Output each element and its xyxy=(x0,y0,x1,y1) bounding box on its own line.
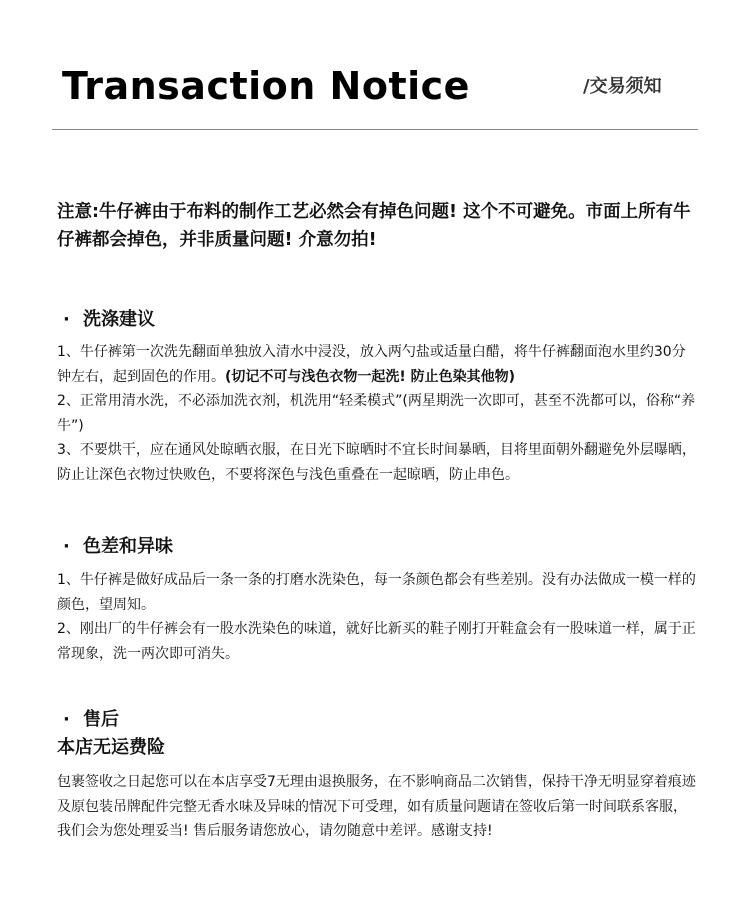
paragraph-text: 2、正常用清水洗，不必添加洗衣剂，机洗用“轻柔模式”(两星期洗一次即可，甚至不洗都可以，俗称“养牛”) xyxy=(57,393,696,434)
section-heading-label: 色差和异味 xyxy=(83,536,173,557)
bullet-dot: · xyxy=(63,309,70,330)
washing-advice-text xyxy=(57,340,699,487)
fading-notice: 注意:牛仔裤由于布料的制作工艺必然会有掉色问题! 这个不可避免。市面上所有牛仔裤都会掉色，并非质量问题! 介意勿拍! xyxy=(57,202,691,250)
paragraph xyxy=(57,617,699,666)
section-heading-label: 洗涤建议 xyxy=(83,309,155,330)
after-sales-text xyxy=(57,770,699,844)
paragraph-text: 1、牛仔裤是做好成品后一条一条的打磨水洗染色，每一条颜色都会有些差别。没有办法做成一模一样的颜色，望周知。 xyxy=(57,572,696,613)
paragraph-text: 2、刚出厂的牛仔裤会有一股水洗染色的味道，就好比新买的鞋子刚打开鞋盒会有一股味道一样，属于正常现象，洗一两次即可消失。 xyxy=(57,621,696,662)
paragraph xyxy=(57,568,699,617)
paragraph xyxy=(57,389,699,438)
paragraph-emphasis: (切记不可与浅色衣物一起洗! 防止色染其他物) xyxy=(225,368,516,385)
bullet-dot: · xyxy=(63,709,70,730)
paragraph-text: 1、牛仔裤第一次洗先翻面单独放入清水中浸没，放入两勺盐或适量白醋，将牛仔裤翻面泡水里约30分钟左右，起到固色的作用。 xyxy=(57,344,686,385)
paragraph xyxy=(57,438,699,487)
section-heading-label: 售后 xyxy=(83,709,119,730)
paragraph-text: 3、不要烘干，应在通风处晾晒衣服，在日光下晾晒时不宜长时间暴晒，目将里面朝外翻避免外层曝晒，防止让深色衣物过快败色，不要将深色与浅色重叠在一起晾晒，防止串色。 xyxy=(57,442,696,483)
bullet-dot: · xyxy=(63,536,70,557)
header-divider xyxy=(52,129,698,130)
section-heading-color-odor xyxy=(63,534,173,560)
no-shipping-insurance-heading: 本店无运费险 xyxy=(57,737,165,758)
page-subtitle: /交易须知 xyxy=(583,76,662,97)
paragraph xyxy=(57,340,699,389)
paragraph xyxy=(57,770,699,844)
color-odor-text xyxy=(57,568,699,666)
section-heading-washing xyxy=(63,307,155,333)
page-title: Transaction Notice xyxy=(62,64,470,108)
section-heading-after-sales xyxy=(63,707,119,733)
paragraph-text: 包裹签收之日起您可以在本店享受7无理由退换服务，在不影响商品二次销售，保持干净无明显穿着痕迹及原包装吊牌配件完整无香水味及异味的情况下可受理，如有质量问题请在签收后第一时间联系客服，我们会为您处理妥当! 售后服务请您放心，请勿随意中差评。感谢支持! xyxy=(57,774,696,839)
